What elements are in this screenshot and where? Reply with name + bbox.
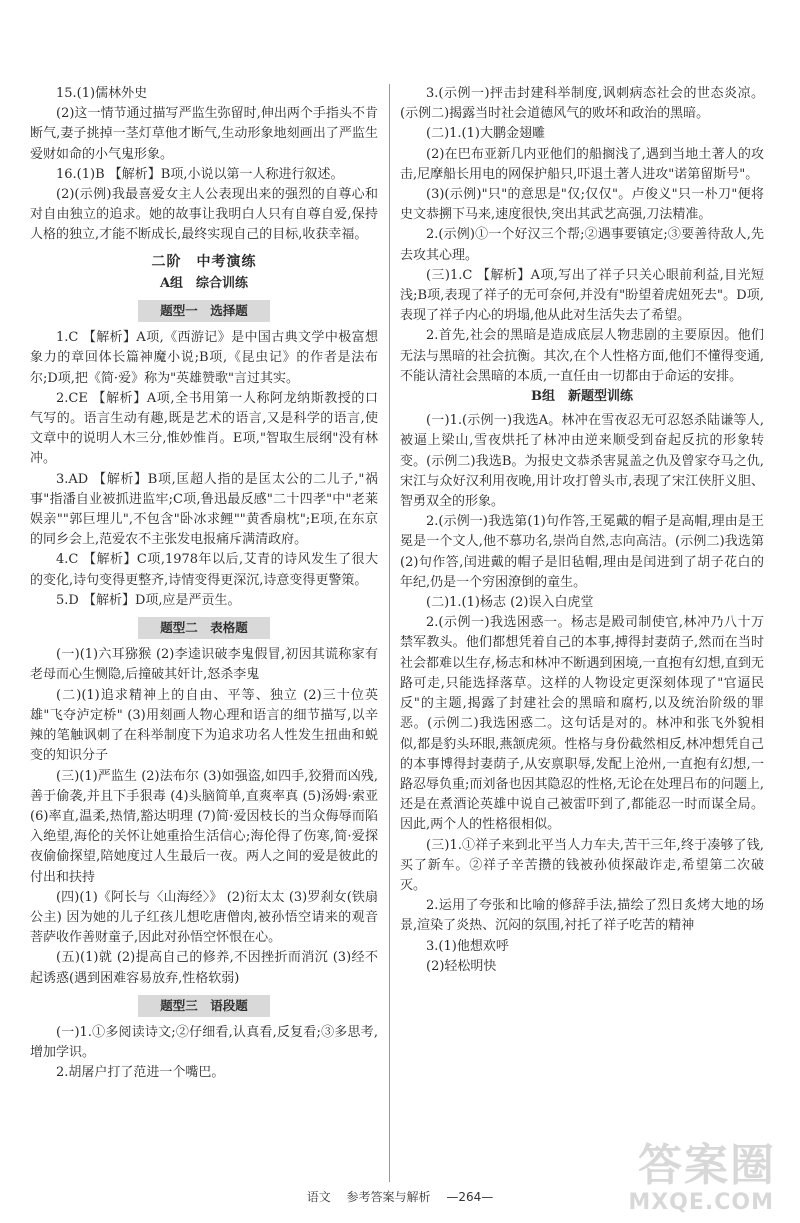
answer-paragraph: (二)1.(1)大鹏金翅雕: [426, 126, 545, 142]
answer-paragraph: 15.(1)儒林外史: [56, 86, 148, 101]
question-type-label: 题型一 选择题: [138, 300, 270, 322]
answer-paragraph: (2)这一情节通过描写严监生弥留时,伸出两个手指头不肯断气,妻子挑掉一茎灯草他才断气,生动形象地刻画出了严监生爱财如命的小气鬼形象。: [30, 106, 378, 162]
watermark-url: MXQE.COM: [628, 1190, 774, 1215]
answer-paragraph: 2.CE 【解析】A项,全书用第一人称阿龙纳斯教授的口气写的。语言生动有趣,既是艺术的语言,又是科学的语言,使文章中的说明人木三分,惟妙惟肖。E项,"智取生辰纲"没有林冲。: [30, 390, 378, 467]
answer-paragraph: 1.C 【解析】A项,《西游记》是中国古典文学中极富想象力的章回体长篇神魔小说;B项,《昆虫记》的作者是法布尔;D项,把《简·爱》称为"英雄赞歌"言过其实。: [30, 330, 378, 386]
answer-paragraph: (三)1.①祥子来到北平当人力车夫,苦干三年,终于凑够了钱,买了新车。②祥子辛苦攒的钱被孙侦探敲诈走,希望第二次破灭。: [400, 837, 764, 893]
answer-paragraph: 4.C 【解析】C项,1978年以后,艾青的诗风发生了很大的变化,诗句变得更整齐,诗情变得更深沉,诗意变得更警策。: [30, 552, 378, 588]
answer-paragraph: (一)(1)六耳猕猴 (2)李逵识破李鬼假冒,初因其谎称家有老母而心生恻隐,后撞破其奸计,怒杀李鬼: [30, 647, 378, 683]
answer-paragraph: (三)(1)严监生 (2)法布尔 (3)如强盗,如四手,狡猾而凶残,善于偷袭,并且下手狠毒 (4)头脑简单,直爽率真 (5)汤姆·索亚 (6)率直,温柔,热情,豁达明理 (7)简·爱因枝长的当众侮辱而陷入绝望,海伦的关怀让她重拾生活信心;海伦得了伤寒,简·爱探夜偷偷探望,陪她度过人生最后一夜。两人之间的爱是彼此的付出和扶持: [30, 768, 378, 885]
answer-paragraph: 2.(示例)①一个好汉三个帮;②遇事要镇定;③要善待敌人,先去攻其心理。: [400, 227, 764, 263]
left-column: [30, 84, 378, 1084]
answer-paragraph: (2)(示例)我最喜爱女主人公表现出来的强烈的自尊心和对自由独立的追求。她的故事让我明白人只有自尊自爱,保持人格的独立,才能不断成长,最终实现自己的目标,收获幸福。: [30, 187, 378, 243]
answer-paragraph: (一)1.(示例一)我选A。林冲在雪夜忍无可忍怒杀陆谦等人,被逼上梁山,雪夜烘托了林冲由逆来顺受到奋起反抗的形象转变。(示例二)我选B。为报史文恭杀害晁盖之仇及曾家夺马之仇,宋江与众好汉利用夜晚,用计攻打曾头市,表现了宋江侠肝义胆、智勇双全的形象。: [400, 413, 764, 510]
answer-paragraph: 3.(示例一)抨击封建科举制度,讽刺病态社会的世态炎凉。(示例二)揭露当时社会道德风气的败坏和政治的黑暗。: [400, 86, 764, 122]
answer-paragraph: (四)(1)《阿长与〈山海经〉》 (2)衍太太 (3)罗刹女(铁扇公主) 因为她的儿子红孩儿想吃唐僧肉,被孙悟空请来的观音菩萨收作善财童子,因此对孙悟空怀恨在心。: [30, 889, 378, 946]
answer-paragraph: (二)1.(1)杨志 (2)误入白虎堂: [426, 595, 594, 611]
answer-paragraph: 5.D 【解析】D项,应是严贡生。: [56, 592, 241, 608]
answer-paragraph: 2.胡屠户打了范进一个嘴巴。: [56, 1065, 225, 1081]
answer-paragraph: 2.(示例一)我选困惑一。杨志是殿司制使官,林冲乃八十万禁军教头。他们都想凭着自己的本事,搏得封妻荫子,然而在当时社会都难以生存,杨志和林冲不断遇到困境,一直抱有幻想,直到无路可走,只能选择落草。这样的人物设定更深刻体现了"官逼民反"的主题,揭露了封建社会的黑暗和腐朽,以及统治阶级的罪恶。(示例二)我选困惑二。这句话是对的。林冲和张飞外貌相似,都是豹头环眼,燕颔虎须。性格与身份截然相反,林冲想凭自己的本事博得封妻荫子,从安禀职辱,发配上沧州,一直抱有幻想,一路忍辱负重;而刘备也因其隐忍的性格,无论在处理吕布的问题上,还是在煮酒论英雄中说自己被雷吓到了,都能忍一时而谋全局。因此,两个人的性格很相似。: [400, 615, 764, 833]
watermark-logo: [592, 1129, 782, 1215]
watermark-text: 答案圈: [638, 1140, 776, 1191]
stage-heading: 二阶 中考演练: [151, 253, 257, 270]
answer-paragraph: (五)(1)就 (2)提高自己的修养,不因挫折而消沉 (3)经不起诱惑(遇到困难容易放弃,性格软弱): [30, 950, 378, 986]
answer-paragraph: 16.(1)B 【解析】B项,小说以第一人称进行叙述。: [56, 166, 344, 182]
answer-paragraph: 3.(1)他想欢呼: [426, 938, 509, 954]
answer-paragraph: 3.AD 【解析】B项,匡超人指的是匡太公的二儿子,"祸事"指潘自业被抓进监牢;C项,鲁迅最反感"二十四孝"中"老莱娱亲""郭巨埋儿",不包含"卧冰求鲤""黄香扇枕";E项,在东京的同乡会上,范爱农不主张发电报痛斥满清政府。: [30, 471, 378, 548]
column-divider: [389, 84, 390, 1182]
page-number: —264—: [446, 1190, 494, 1204]
question-type-label: 题型三 语段题: [138, 995, 270, 1017]
answer-paragraph: 2.(示例一)我选第(1)句作答,王冕戴的帽子是高帽,理由是王冕是一个文人,他不慕功名,崇尚自然,志向高洁。(示例二)我选第(2)句作答,闰进戴的帽子是旧毡帽,理由是闰进到了胡子花白的年纪,仍是一个穷困潦倒的童生。: [400, 514, 764, 590]
right-column: [400, 84, 764, 977]
group-heading: A组 综合训练: [159, 275, 249, 291]
footer-subject: 语文: [306, 1190, 331, 1204]
answer-paragraph: (一)1.①多阅读诗文;②仔细看,认真看,反复看;③多思考,增加学识。: [30, 1024, 378, 1061]
question-type-heading: [30, 300, 378, 322]
answer-paragraph: 2.首先,社会的黑暗是造成底层人物悲剧的主要原因。他们无法与黑暗的社会抗衡。其次,在个人性格方面,他们不懂得变通,不能认清社会黑暗的本质,一直任由一切都由于命运的安排。: [400, 328, 764, 384]
answer-paragraph: (二)(1)追求精神上的自由、平等、独立 (2)三十位英雄"飞夺泸定桥" (3)用刻画人物心理和语言的细节描写,以辛辣的笔触讽刺了在科举制度下为追求功名人性发生扭曲和蜕变的知识分子: [30, 687, 378, 764]
answer-paragraph: (2)轻松明快: [426, 958, 497, 974]
answer-paragraph: (三)1.C 【解析】A项,写出了祥子只关心眼前利益,目光短浅;B项,表现了祥子的无可奈何,并没有"盼望着虎妞死去"。D项,表现了祥子内心的坍塌,他从此对生活失去了希望。: [400, 267, 764, 324]
answer-paragraph: (3)(示例)"只"的意思是"仅;仅仅"。卢俊义"只一朴刀"便将史文恭搠下马来,速度很快,突出其武艺高强,刀法精准。: [400, 187, 764, 223]
answer-paragraph: 2.运用了夸张和比喻的修辞手法,描绘了烈日炙烤大地的场景,渲染了炎热、沉闷的氛围,衬托了祥子吃苦的精神: [400, 898, 764, 934]
footer-label: 参考答案与解析: [346, 1190, 431, 1204]
answer-paragraph: (2)在巴布亚新几内亚他们的船搁浅了,遇到当地土著人的攻击,尼摩船长用电的网保护船只,吓退土著人进攻"诺第留斯号"。: [400, 146, 764, 182]
group-heading: B组 新题型训练: [531, 389, 633, 405]
question-type-heading: [30, 617, 378, 639]
question-type-heading: [30, 995, 378, 1017]
question-type-label: 题型二 表格题: [138, 617, 270, 639]
